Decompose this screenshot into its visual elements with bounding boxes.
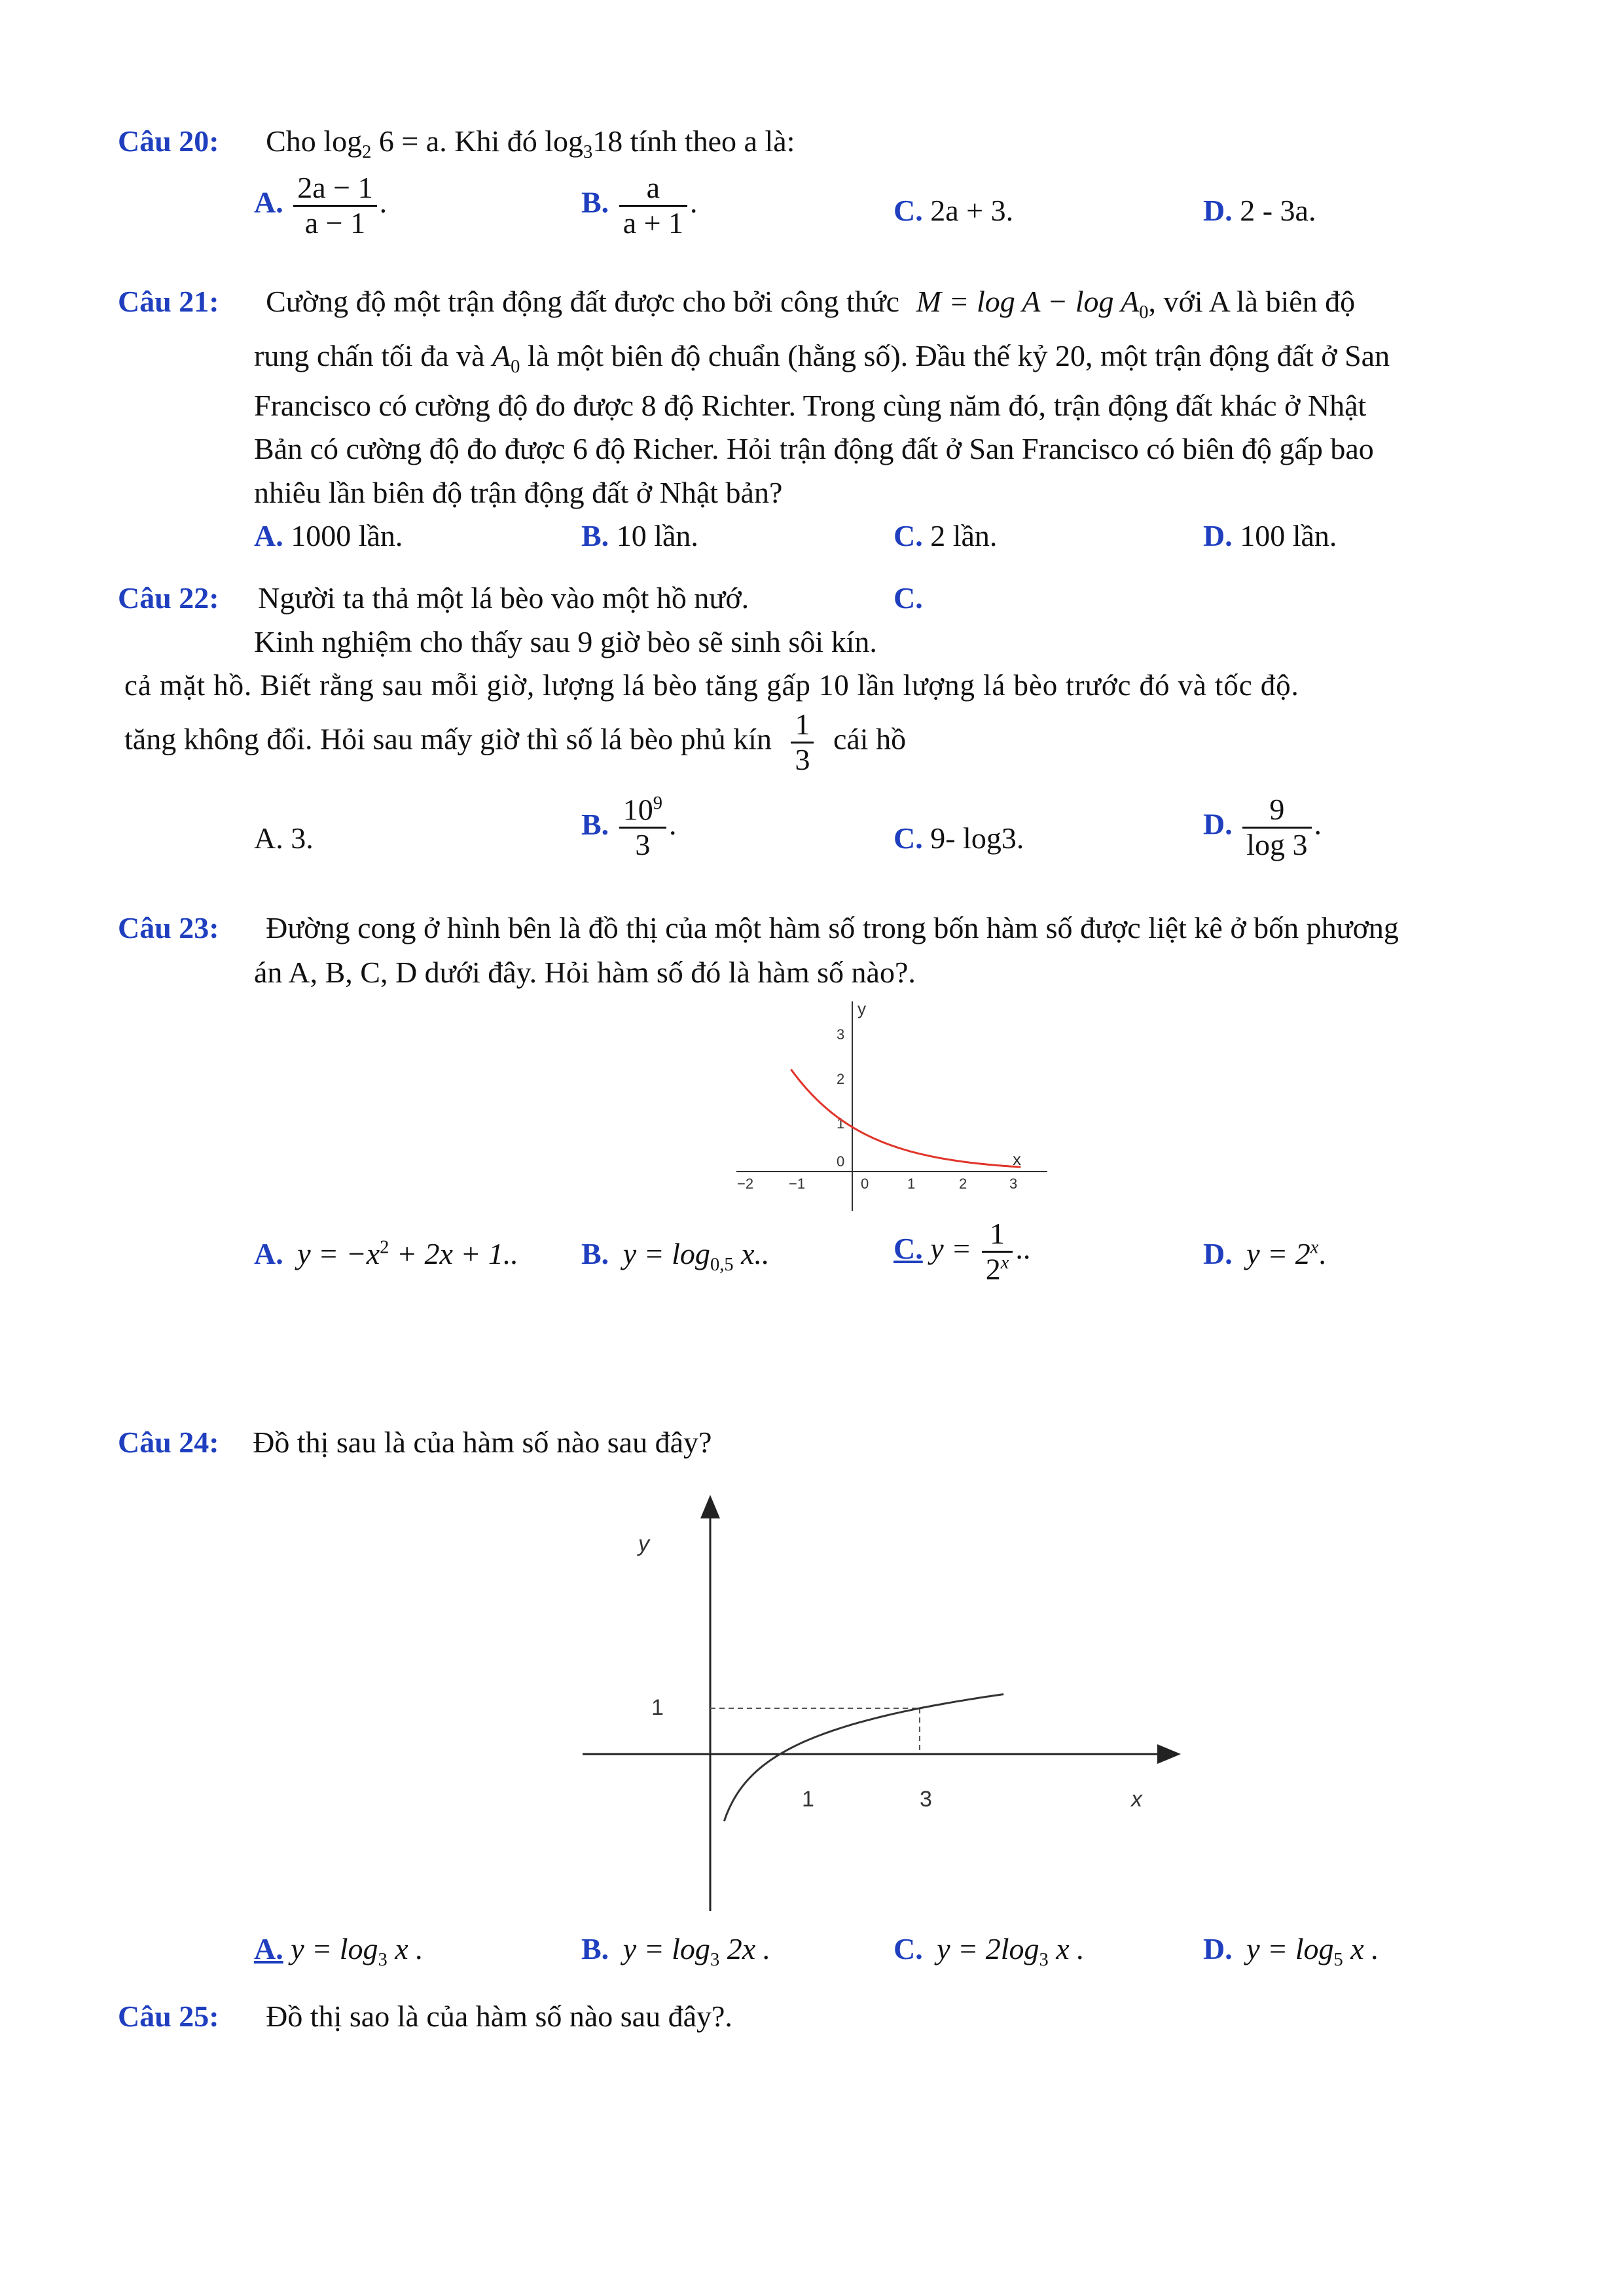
q24-a-rest: x . [387, 1932, 424, 1965]
q24-d-text: y = log [1246, 1932, 1334, 1965]
q24-c-sub: 3 [1039, 1950, 1049, 1971]
q23-a-sup: 2 [380, 1237, 389, 1258]
q21-formula-sub: 0 [1139, 302, 1149, 323]
q24-d-label: D. [1203, 1932, 1233, 1965]
q20-option-d[interactable] [1203, 194, 1316, 228]
q23-x-label: x [1013, 1149, 1021, 1169]
q20-text [266, 124, 795, 163]
q22-line2: Kinh nghiệm cho thấy sau 9 giờ bèo sẽ sinh sôi kín. [254, 625, 877, 658]
q25-stem-text: Đồ thị sao là của hàm số nào sau đây?. [266, 2000, 732, 2033]
q22-c-label: C. [893, 821, 923, 855]
q23-a-text: y = −x [297, 1237, 380, 1270]
q23-c-den-sup: x [1000, 1252, 1009, 1273]
q21-line4: Bản có cường độ đo được 6 độ Richer. Hỏi trận động đất ở San Francisco có biên độ gấp bao [254, 432, 1374, 465]
q23-line1 [118, 911, 1399, 946]
q24-x-tick-3: 3 [920, 1787, 932, 1812]
q24-option-a[interactable] [254, 1932, 424, 1971]
q22-d-label: D. [1203, 807, 1233, 841]
q22-line1 [118, 581, 749, 616]
q20-option-a[interactable] [254, 171, 387, 240]
q21-line1-b: , với A là biên độ [1148, 285, 1356, 318]
q22-third-num: 1 [791, 708, 814, 744]
q24-option-c[interactable] [893, 1932, 1085, 1971]
q23-c-den [982, 1253, 1013, 1286]
q23-d-sup: x [1310, 1237, 1319, 1258]
q22-c-text: 9- log3. [930, 821, 1024, 855]
q21-c-label: C. [893, 519, 923, 552]
q22-line1-c: C. [893, 581, 923, 615]
q23-b-sub: 0,5 [710, 1255, 734, 1276]
q24-a-sub: 3 [378, 1950, 388, 1971]
q22-d-num: 9 [1242, 793, 1311, 829]
q23-x-tick-neg2: −2 [737, 1175, 754, 1192]
q20-c-label: C. [893, 194, 923, 227]
q22-third-den: 3 [795, 742, 810, 776]
q21-d-label: D. [1203, 519, 1233, 552]
q23-a-rest: + 2x + 1.. [389, 1237, 518, 1270]
q23-d-end: . [1318, 1237, 1326, 1270]
q23-b-label: B. [581, 1237, 609, 1270]
q23-graph [727, 988, 1054, 1217]
q25-label: Câu 25: [118, 2000, 219, 2033]
q24-y-label: y [638, 1532, 649, 1556]
q20-stem-base2: 3 [583, 142, 593, 163]
q22-label: Câu 22: [118, 581, 219, 615]
q23-c-end: .. [1015, 1231, 1031, 1265]
q20-stem-d: 18 tính theo a là: [592, 124, 795, 158]
q23-d-text: y = 2 [1246, 1237, 1310, 1270]
q24-b-text: y = log [623, 1932, 710, 1965]
q20-d-text: 2 - 3a. [1240, 194, 1316, 227]
q22-d-fraction [1242, 793, 1311, 861]
q24-y-tick-1: 1 [651, 1695, 664, 1720]
q21-a-text: 1000 lần. [291, 519, 403, 552]
q20-b-fraction [619, 171, 687, 240]
q23-y-tick-2: 2 [837, 1071, 845, 1087]
q21-option-b[interactable] [581, 519, 698, 554]
q23-x-tick-neg1: −1 [789, 1175, 806, 1192]
q21-line3: Francisco có cường độ đo được 8 độ Richter. Trong cùng năm đó, trận động đất khác ở Nhật [254, 389, 1367, 422]
q24-option-b[interactable] [581, 1932, 770, 1971]
q20-a-end: . [379, 185, 388, 219]
q24-curve [724, 1695, 1003, 1821]
q23-y-tick-0: 0 [837, 1153, 845, 1170]
q21-line1-a: Cường độ một trận động đất được cho bởi công thức [266, 285, 900, 318]
q23-c-pre: y = [930, 1231, 972, 1265]
q23-line2: án A, B, C, D dưới đây. Hỏi hàm số đó là hàm số nào?. [254, 956, 916, 989]
q23-y-label: y [857, 999, 866, 1018]
q23-b-rest: x.. [733, 1237, 770, 1270]
q24-x-label: x [1131, 1787, 1142, 1812]
q23-curve [791, 1069, 1020, 1167]
q22-b-fraction [619, 793, 666, 862]
q22-option-d[interactable] [1203, 793, 1322, 861]
q23-x-tick-2: 2 [959, 1175, 967, 1192]
q22-line4 [124, 708, 906, 776]
q21-label: Câu 21: [118, 285, 219, 318]
q24-d-sub: 5 [1333, 1950, 1343, 1971]
q25-stem [118, 2000, 732, 2034]
q21-b-text: 10 lần. [616, 519, 698, 552]
q20-b-num: a [619, 171, 687, 207]
q21-line2-sub: 0 [511, 357, 520, 378]
q23-c-fraction [982, 1217, 1013, 1286]
q21-line2-a: rung chấn tối đa và [254, 339, 485, 372]
q21-a-label: A. [254, 519, 283, 552]
q22-line4-b: cái hồ [833, 722, 907, 756]
q20-c-text: 2a + 3. [930, 194, 1014, 227]
q24-c-text: y = 2log [937, 1932, 1039, 1965]
q24-label: Câu 24: [118, 1426, 219, 1459]
q22-b-end: . [668, 807, 677, 841]
q20-d-label: D. [1203, 194, 1233, 227]
q24-a-text: y = log [291, 1932, 378, 1965]
q23-c-den-base: 2 [985, 1251, 1001, 1285]
q20-b-end: . [690, 185, 698, 219]
q22-b-num-base: 10 [623, 793, 653, 827]
q21-option-d[interactable] [1203, 519, 1337, 554]
q22-b-num-sup: 9 [653, 793, 662, 814]
q21-d-text: 100 lần. [1240, 519, 1337, 552]
q20-a-label: A. [254, 185, 283, 219]
q22-line3: cả mặt hồ. Biết rằng sau mỗi giờ, lượng lá bèo tăng gấp 10 lần lượng lá bèo trước đó và tốc độ. [124, 669, 1299, 702]
q22-b-num [619, 793, 666, 829]
q23-line1-text: Đường cong ở hình bên là đồ thị của một hàm số trong bốn hàm số được liệt kê ở bốn phương [266, 911, 1399, 944]
q21-line1 [118, 285, 1355, 324]
q21-line5: nhiêu lần biên độ trận động đất ở Nhật bản? [254, 476, 783, 509]
q23-option-b[interactable] [581, 1237, 770, 1276]
q23-x-tick-3: 3 [1009, 1175, 1018, 1192]
q22-option-c[interactable] [893, 821, 1024, 856]
q22-option-b[interactable] [581, 793, 676, 862]
q23-c-label: C. [893, 1231, 923, 1265]
q21-formula: M = log A − log A [916, 285, 1140, 318]
q24-stem [118, 1426, 712, 1460]
q20-stem-log: log [323, 124, 363, 158]
q21-b-label: B. [581, 519, 609, 552]
q23-b-text: y = log [623, 1237, 710, 1270]
q20-option-c[interactable] [893, 194, 1013, 228]
q20-b-label: B. [581, 185, 609, 219]
q23-label: Câu 23: [118, 911, 219, 944]
q24-c-rest: x . [1048, 1932, 1085, 1965]
q23-a-label: A. [254, 1237, 283, 1270]
q21-c-text: 2 lần. [930, 519, 998, 552]
q23-c-num: 1 [982, 1217, 1013, 1253]
q20-option-b[interactable] [581, 171, 698, 240]
q24-a-label: A. [254, 1932, 283, 1965]
q24-option-d[interactable] [1203, 1932, 1379, 1971]
q23-x-tick-1: 1 [907, 1175, 916, 1192]
q23-x-tick-0: 0 [861, 1175, 869, 1192]
q20-a-fraction [293, 171, 376, 240]
q20-stem-a: Cho [266, 124, 316, 158]
q24-d-rest: x . [1343, 1932, 1379, 1965]
q24-x-tick-1: 1 [802, 1787, 814, 1812]
q21-line2-b: là một biên độ chuẩn (hằng số). Đầu thế kỷ 20, một trận động đất ở San [527, 339, 1390, 372]
q22-option-a[interactable]: A. 3. [254, 821, 314, 855]
q20-b-den: a + 1 [623, 206, 684, 240]
q20-stem [118, 124, 795, 164]
q22-d-end: . [1314, 807, 1322, 841]
q23-y-tick-1: 1 [837, 1115, 845, 1132]
q21-line2-var: A [492, 339, 511, 372]
q23-option-c[interactable] [893, 1217, 1030, 1286]
q21-line2 [254, 339, 1390, 378]
q22-b-label: B. [581, 807, 609, 841]
q23-y-tick-3: 3 [837, 1026, 845, 1043]
q24-b-sub: 3 [710, 1950, 720, 1971]
q23-option-d[interactable] [1203, 1237, 1326, 1272]
q20-a-num: 2a − 1 [293, 171, 376, 207]
q22-line4-a: tăng không đổi. Hỏi sau mấy giờ thì số lá bèo phủ kín [124, 722, 772, 756]
q22-line1-text: Người ta thả một lá bèo vào một hồ nướ. [258, 581, 749, 615]
q24-c-label: C. [893, 1932, 923, 1965]
q22-fraction-third [791, 708, 814, 776]
q23-d-label: D. [1203, 1237, 1233, 1270]
q24-b-rest: 2x . [719, 1932, 771, 1965]
q21-option-c[interactable] [893, 519, 997, 554]
q20-stem-base: 2 [362, 142, 372, 163]
q21-option-a[interactable] [254, 519, 403, 554]
q20-stem-c: . Khi đó log [439, 124, 583, 158]
q20-label: Câu 20: [118, 124, 219, 158]
q22-b-den: 3 [635, 827, 651, 861]
q20-a-den: a − 1 [304, 206, 366, 240]
q24-b-label: B. [581, 1932, 609, 1965]
q24-stem-text: Đồ thị sau là của hàm số nào sau đây? [253, 1426, 712, 1459]
q20-stem-b: 6 = a [378, 124, 440, 158]
q24-graph [576, 1486, 1191, 1931]
q23-option-a[interactable] [254, 1237, 518, 1272]
q22-d-den: log 3 [1246, 827, 1308, 861]
